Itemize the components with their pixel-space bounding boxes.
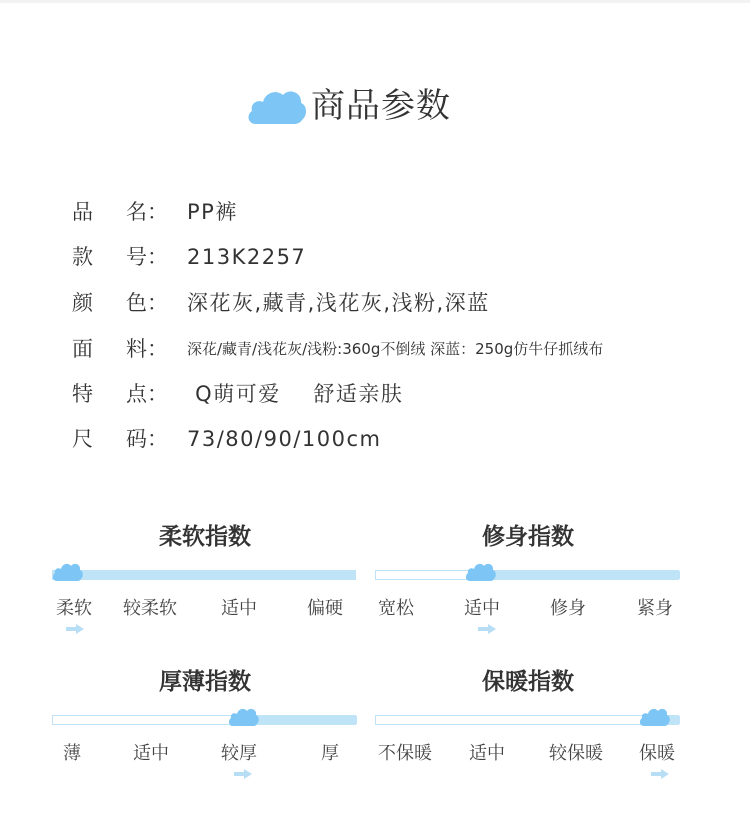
metric-tick-label: 适中 bbox=[464, 598, 500, 619]
metric-tick-label: 厚 bbox=[321, 743, 339, 764]
metric-tick-label: 较保暖 bbox=[549, 743, 603, 764]
metric-ticks bbox=[375, 739, 681, 763]
metric-ticks bbox=[52, 739, 358, 763]
metric-bar bbox=[52, 570, 356, 580]
param-value: 深花/藏青/浅花灰/浅粉:360g不倒绒 深蓝：250g仿牛仔抓绒布 bbox=[187, 340, 604, 358]
metric-title: 厚薄指数 bbox=[159, 669, 251, 695]
metric-tick-label: 适中 bbox=[221, 598, 257, 619]
metric-tick-label: 薄 bbox=[63, 743, 81, 764]
metric-title: 保暖指数 bbox=[482, 669, 574, 695]
param-label-char: 料： bbox=[126, 337, 168, 361]
arrow-right-icon bbox=[66, 624, 84, 634]
param-label-char: 尺 bbox=[72, 427, 93, 451]
metric-tick-label: 适中 bbox=[469, 743, 505, 764]
param-label-char: 款 bbox=[72, 245, 93, 269]
param-value: Q萌可爱 舒适亲肤 bbox=[187, 382, 404, 406]
top-divider bbox=[0, 0, 750, 3]
param-label-char: 号： bbox=[126, 245, 168, 269]
param-label-char: 特 bbox=[72, 382, 93, 406]
page-title: 商品参数 bbox=[311, 86, 451, 126]
param-value: 213K2257 bbox=[187, 245, 307, 269]
metric-bar-fill bbox=[53, 571, 355, 579]
metric-tick-label: 柔软 bbox=[56, 598, 92, 619]
param-label-char: 颜 bbox=[72, 291, 93, 315]
param-value: PP裤 bbox=[187, 200, 238, 224]
cloud-icon bbox=[465, 560, 497, 582]
metric-bar bbox=[375, 570, 679, 580]
metric-tick-label: 较柔软 bbox=[123, 598, 177, 619]
metric-bar bbox=[375, 715, 679, 725]
metric-ticks bbox=[52, 594, 358, 618]
param-value: 73/80/90/100cm bbox=[187, 427, 382, 451]
metric-tick-label: 不保暖 bbox=[378, 743, 432, 764]
arrow-right-icon bbox=[651, 769, 669, 779]
param-label-char: 名： bbox=[126, 200, 168, 224]
metric-thickness bbox=[52, 663, 358, 783]
section-header bbox=[0, 78, 750, 134]
param-label-char: 色： bbox=[126, 291, 168, 315]
param-label-char: 点： bbox=[126, 382, 168, 406]
param-value: 深花灰,藏青,浅花灰,浅粉,深蓝 bbox=[187, 291, 490, 315]
param-label-char: 面 bbox=[72, 337, 93, 361]
metric-title: 柔软指数 bbox=[159, 524, 251, 550]
metric-tick-label: 修身 bbox=[550, 598, 586, 619]
metric-tick-label: 较厚 bbox=[221, 743, 257, 764]
metric-title: 修身指数 bbox=[482, 524, 574, 550]
cloud-icon bbox=[52, 560, 84, 582]
param-label-char: 码： bbox=[126, 427, 168, 451]
metric-tick-label: 紧身 bbox=[637, 598, 673, 619]
metric-bar-fill bbox=[245, 716, 357, 724]
metric-bar-fill bbox=[482, 571, 680, 579]
metric-fit bbox=[375, 518, 681, 638]
metric-softness bbox=[52, 518, 358, 638]
metric-tick-label: 保暖 bbox=[639, 743, 675, 764]
metric-tick-label: 偏硬 bbox=[307, 598, 343, 619]
metric-tick-label: 宽松 bbox=[378, 598, 414, 619]
arrow-right-icon bbox=[478, 624, 496, 634]
param-label-char: 品 bbox=[72, 200, 93, 224]
cloud-icon bbox=[228, 705, 260, 727]
metric-bar bbox=[52, 715, 356, 725]
arrow-right-icon bbox=[234, 769, 252, 779]
metric-tick-label: 适中 bbox=[133, 743, 169, 764]
metric-ticks bbox=[375, 594, 681, 618]
cloud-icon bbox=[246, 84, 308, 126]
metric-warmth bbox=[375, 663, 681, 783]
cloud-icon bbox=[639, 705, 671, 727]
